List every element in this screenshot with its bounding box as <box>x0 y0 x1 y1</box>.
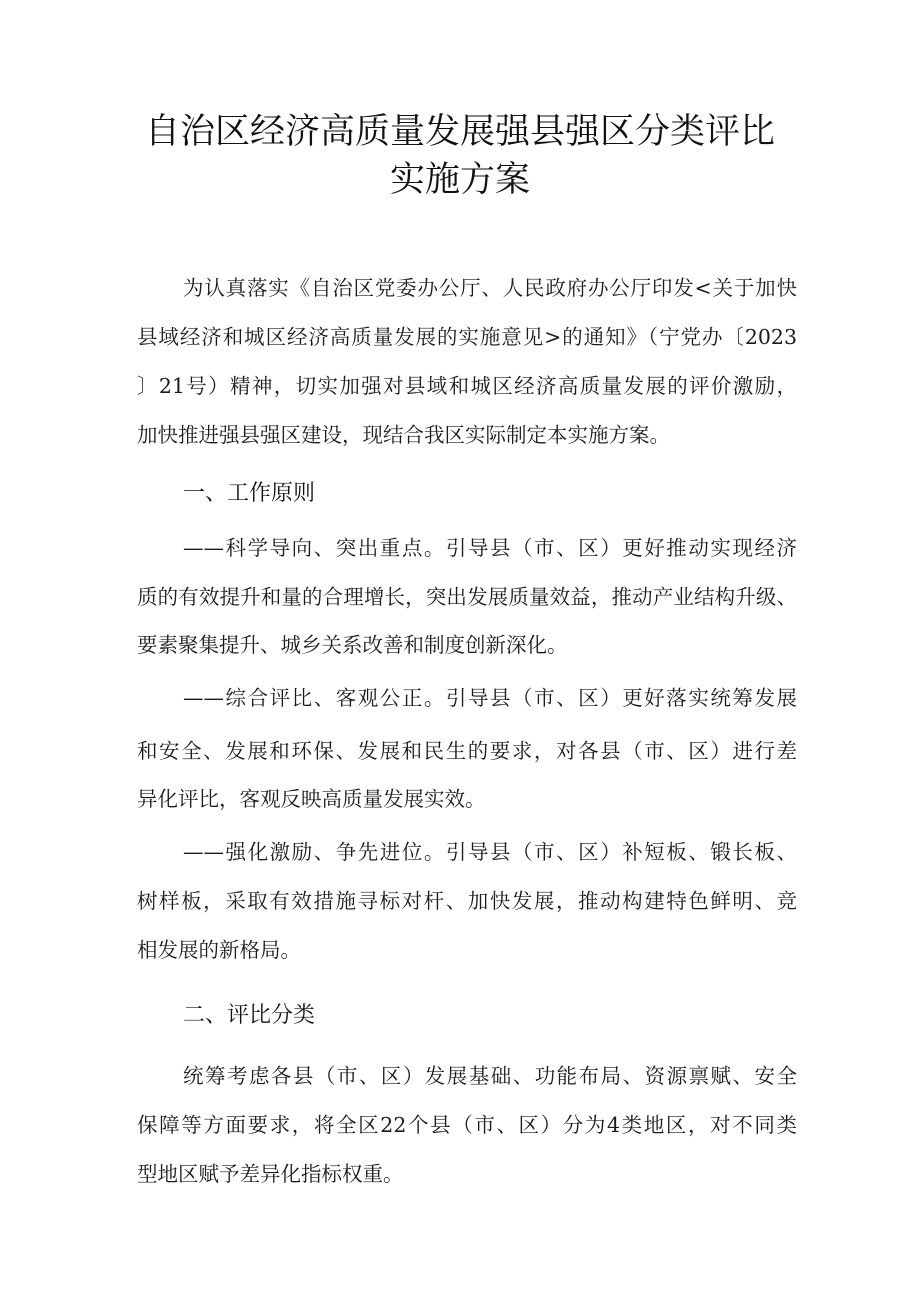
principle-2-line-2: 和安全、发展和环保、发展和民生的要求，对各县（市、区）进行差 <box>137 739 797 763</box>
principle-2-line-1: ——综合评比、客观公正。引导县（市、区）更好落实统筹发展 <box>183 686 797 710</box>
intro-line-4: 加快推进强县强区建设，现结合我区实际制定本实施方案。 <box>137 423 670 447</box>
document-title-line-2: 实施方案 <box>389 160 530 200</box>
intro-line-3: 〕21号）精神，切实加强对县域和城区经济高质量发展的评价激励， <box>137 374 797 398</box>
section-heading-1: 一、工作原则 <box>183 481 316 506</box>
principle-1-line-2: 质的有效提升和量的合理增长，突出发展质量效益，推动产业结构升级、 <box>137 585 797 609</box>
section-heading-2: 二、评比分类 <box>183 1003 316 1028</box>
classification-line-2: 保障等方面要求，将全区22个县（市、区）分为4类地区，对不同类 <box>137 1113 797 1137</box>
principle-3-line-2: 树样板，采取有效措施寻标对杆、加快发展，推动构建特色鲜明、竞 <box>137 889 797 913</box>
principle-3-line-1: ——强化激励、争先进位。引导县（市、区）补短板、锻长板、 <box>183 840 797 864</box>
principle-1-line-3: 要素聚集提升、城乡关系改善和制度创新深化。 <box>137 633 568 657</box>
principle-2-line-3: 异化评比，客观反映高质量发展实效。 <box>137 787 486 811</box>
intro-line-1: 为认真落实《自治区党委办公厅、人民政府办公厅印发<关于加快 <box>183 276 797 300</box>
principle-1-line-1: ——科学导向、突出重点。引导县（市、区）更好推动实现经济 <box>183 536 797 560</box>
intro-line-2: 县域经济和城区经济高质量发展的实施意见>的通知》（宁党办〔2023 <box>137 325 797 349</box>
document-title-line-1: 自治区经济高质量发展强县强区分类评比 <box>144 112 775 152</box>
classification-line-3: 型地区赋予差异化指标权重。 <box>137 1162 404 1186</box>
classification-line-1: 统筹考虑各县（市、区）发展基础、功能布局、资源禀赋、安全 <box>183 1064 797 1088</box>
principle-3-line-3: 相发展的新格局。 <box>137 938 301 962</box>
